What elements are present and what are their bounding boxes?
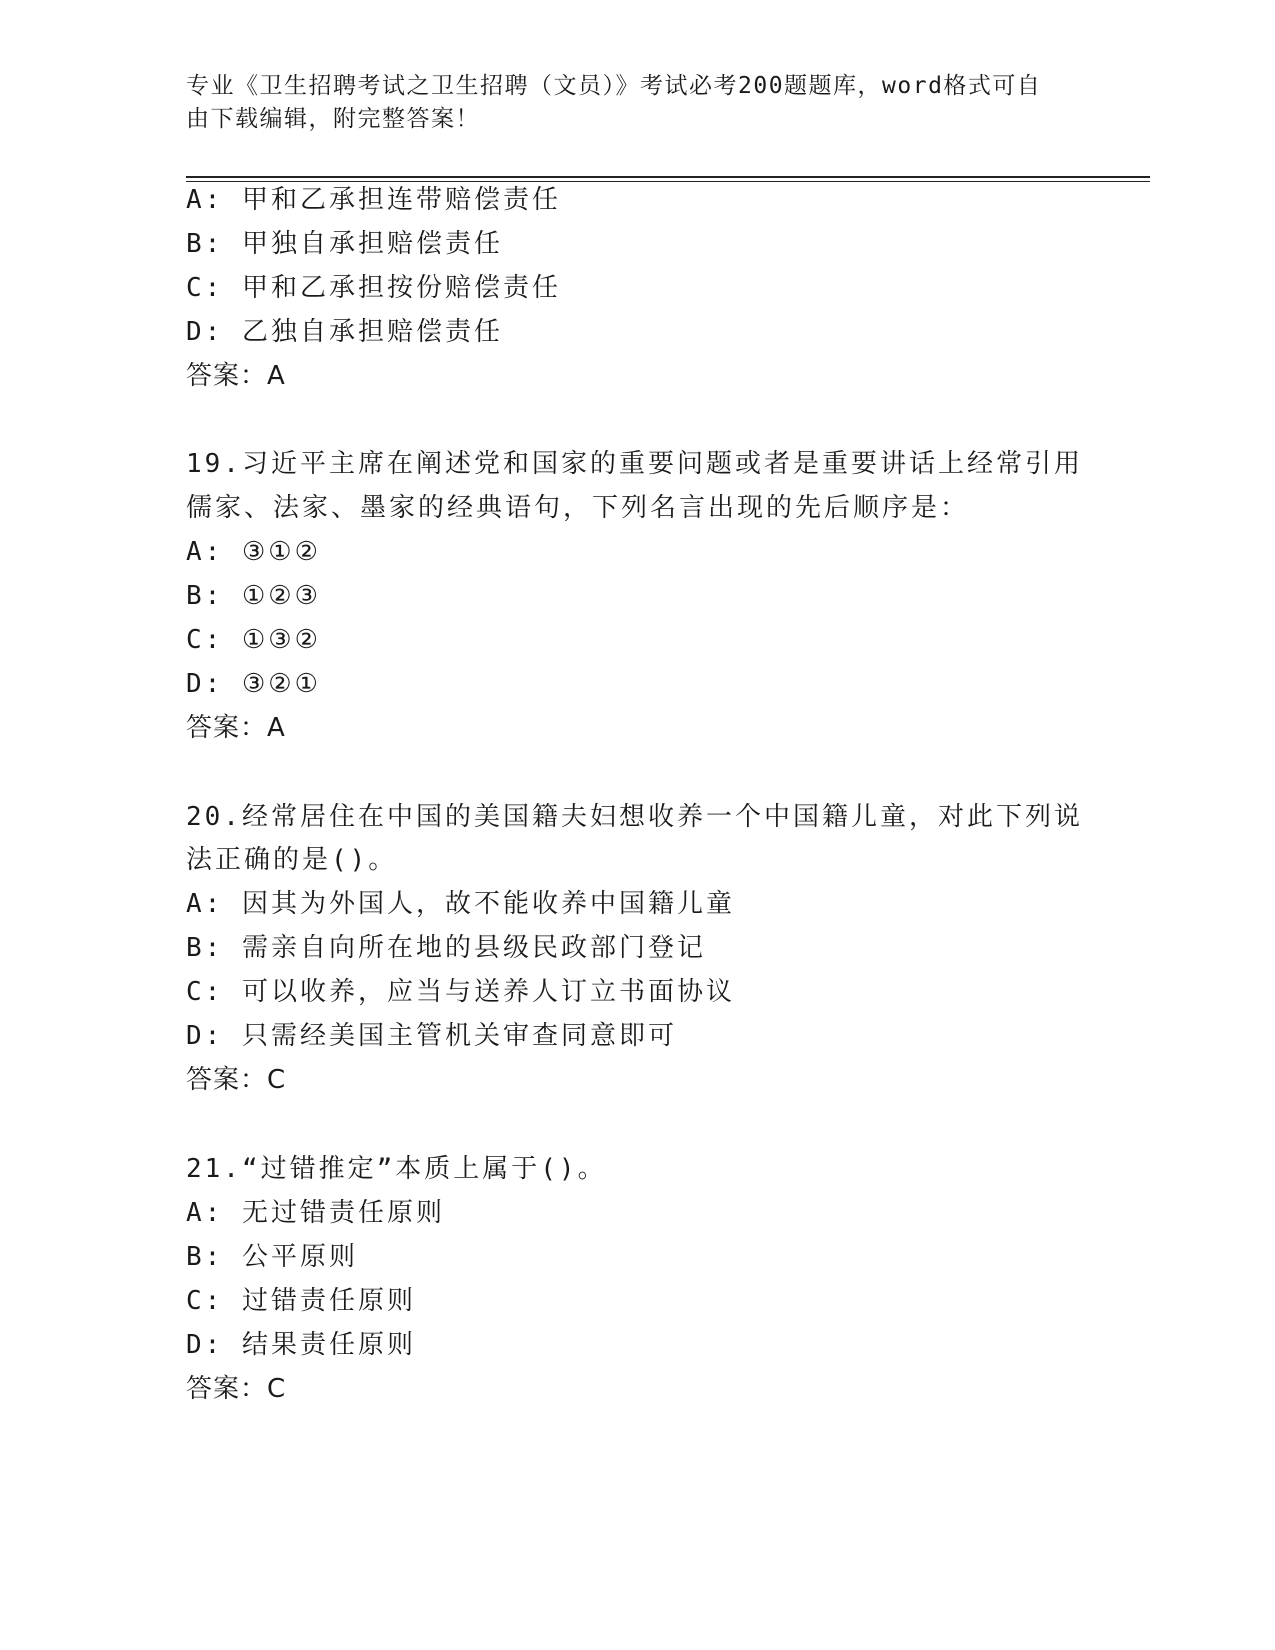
q21-option-c: C: 过错责任原则: [186, 1286, 416, 1316]
document-header: [186, 70, 1086, 136]
q20-option-d: D: 只需经美国主管机关审查同意即可: [186, 1021, 677, 1051]
header-divider-thick: [186, 176, 1150, 178]
q18-option-c: C: 甲和乙承担按份赔偿责任: [186, 273, 561, 303]
q18-answer: 答案：A: [186, 361, 286, 391]
q18-option-b: B: 甲独自承担赔偿责任: [186, 229, 503, 259]
q19-option-d: D: ③②①: [186, 669, 321, 699]
q19-option-a: A: ③①②: [186, 537, 321, 567]
header-line-2: 由下载编辑，附完整答案！: [186, 106, 480, 132]
q19-stem-line-1: 19.习近平主席在阐述党和国家的重要问题或者是重要讲话上经常引用: [186, 449, 1083, 479]
q19-option-b: B: ①②③: [186, 581, 321, 611]
q21-option-b: B: 公平原则: [186, 1242, 358, 1272]
q19-option-c: C: ①③②: [186, 625, 321, 655]
q18-option-d: D: 乙独自承担赔偿责任: [186, 317, 503, 347]
q19-stem-line-2: 儒家、法家、墨家的经典语句，下列名言出现的先后顺序是：: [186, 493, 970, 523]
q21-option-d: D: 结果责任原则: [186, 1330, 416, 1360]
header-divider-thin: [186, 181, 1150, 182]
q20-stem-line-1: 20.经常居住在中国的美国籍夫妇想收养一个中国籍儿童，对此下列说: [186, 802, 1083, 832]
q20-stem-line-2: 法正确的是()。: [186, 845, 398, 875]
q21-answer: 答案：C: [186, 1374, 287, 1404]
q21-option-a: A: 无过错责任原则: [186, 1198, 445, 1228]
q20-option-c: C: 可以收养，应当与送养人订立书面协议: [186, 977, 735, 1007]
header-line-1: 专业《卫生招聘考试之卫生招聘（文员）》考试必考200题题库，word格式可自: [186, 73, 1042, 99]
q21-stem-line-1: 21.“过错推定”本质上属于()。: [186, 1154, 607, 1184]
q20-option-b: B: 需亲自向所在地的县级民政部门登记: [186, 933, 706, 963]
q20-option-a: A: 因其为外国人，故不能收养中国籍儿童: [186, 889, 735, 919]
q20-answer: 答案：C: [186, 1065, 287, 1095]
q19-answer: 答案：A: [186, 713, 286, 743]
q18-option-a: A: 甲和乙承担连带赔偿责任: [186, 185, 561, 215]
